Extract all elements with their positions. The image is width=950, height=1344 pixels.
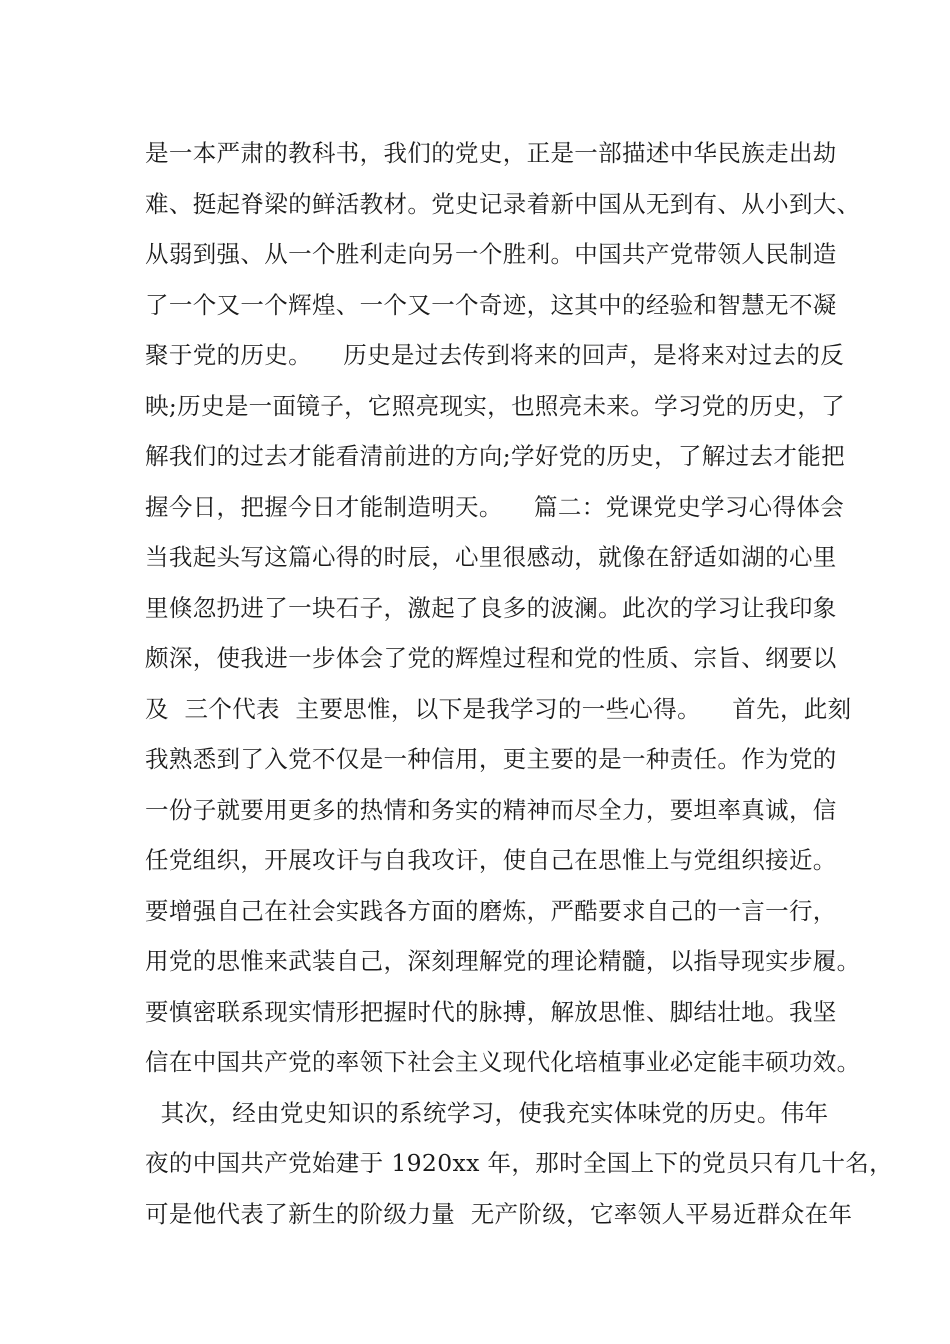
text-line: 可是他代表了新生的阶级力量 无产阶级，它率领人平易近群众在年 bbox=[145, 1199, 853, 1228]
text-line: 了一个又一个辉煌、一个又一个奇迹，这其中的经验和智慧无不凝 bbox=[145, 290, 837, 319]
text-line: 夜的中国共产党始建于 1920xx 年，那时全国上下的党员只有几十名， bbox=[145, 1149, 894, 1177]
text-line: 从弱到强、从一个胜利走向另一个胜利。中国共产党带领人民制造 bbox=[145, 240, 837, 268]
text-line: 难、挺起脊梁的鲜活教材。党史记录着新中国从无到有、从小到大、 bbox=[145, 189, 861, 218]
text-line: 其次，经由党史知识的系统学习，使我充实体味党的历史。伟年 bbox=[145, 1098, 829, 1127]
text-line: 是一本严肃的教科书，我们的党史，正是一部描述中华民族走出劫 bbox=[145, 139, 837, 167]
text-line: 要增强自己在社会实践各方面的磨炼，严酷要求自己的一言一行， bbox=[145, 896, 837, 925]
text-line: 一份子就要用更多的热情和务实的精神而尽全力，要坦率真诚，信 bbox=[145, 795, 837, 824]
text-line: 用党的思惟来武装自己，深刻理解党的理论精髓，以指导现实步履。 bbox=[145, 947, 861, 975]
text-line: 及 三个代表 主要思惟，以下是我学习的一些心得。 首先，此刻 bbox=[145, 694, 852, 723]
text-line: 解我们的过去才能看清前进的方向;学好党的历史，了解过去才能把 bbox=[145, 442, 845, 470]
text-line: 要慎密联系现实情形把握时代的脉搏，解放思惟、脚结壮地。我坚 bbox=[145, 997, 837, 1026]
text-line: 颇深，使我进一步体会了党的辉煌过程和党的性质、宗旨、纲要以 bbox=[145, 644, 837, 672]
text-line: 里倏忽扔进了一块石子，激起了良多的波澜。此次的学习让我印象 bbox=[145, 593, 837, 622]
text-line: 当我起头写这篇心得的时辰，心里很感动，就像在舒适如湖的心里 bbox=[145, 543, 837, 571]
text-line: 我熟悉到了入党不仅是一种信用，更主要的是一种责任。作为党的 bbox=[145, 745, 837, 773]
body-text bbox=[145, 128, 894, 1239]
text-line: 任党组织，开展攻讦与自我攻讦，使自己在思惟上与党组织接近。 bbox=[145, 846, 837, 874]
text-line: 握今日，把握今日才能制造明天。 篇二：党课党史学习心得体会 bbox=[145, 492, 845, 521]
text-line: 信在中国共产党的率领下社会主义现代化培植事业必定能丰硕功效。 bbox=[145, 1048, 861, 1076]
text-line: 映;历史是一面镜子，它照亮现实，也照亮未来。学习党的历史，了 bbox=[145, 391, 845, 420]
text-line: 聚于党的历史。 历史是过去传到将来的回声，是将来对过去的反 bbox=[145, 341, 845, 369]
